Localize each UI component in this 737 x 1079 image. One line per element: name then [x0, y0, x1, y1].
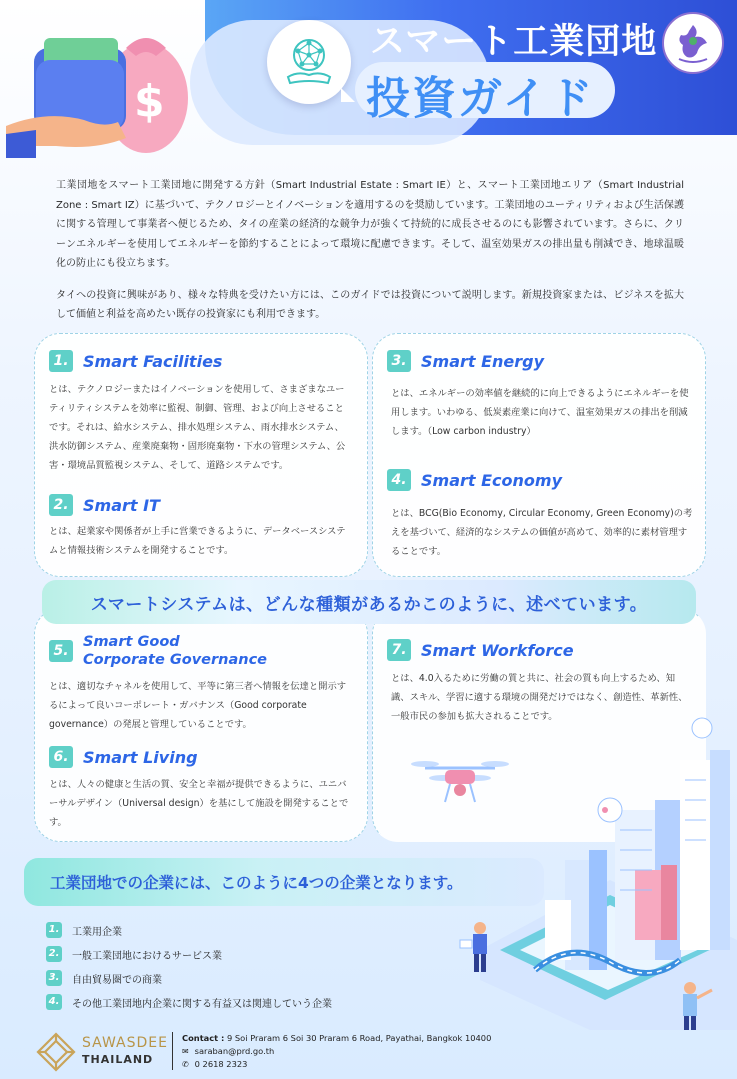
item-number: 3.: [387, 350, 411, 372]
intro-paragraph-1: 工業団地をスマート工業団地に開発する方針（Smart Industrial Estate : Smart IE）と、スマート工業団地エリア（Smart Industrial Zone : Smart IZ）に基づいて、テクノロジーとイノベーションを適用するのを奨励しています。工業団地のユーティリティおよび生活保護に関する管理して事業者へ便じるため、タイの産業の経済的な競争力が強くて持続的に成長させるのにも影響されています。さらに、クリーンエネルギーを使用してエネルギーを節約することによって環境に配慮できます。そして、温室効果ガスの排出量も削減でき、地球温暖化の防止にも役立ちます。: [56, 180, 684, 269]
list-item: [46, 942, 332, 966]
item-body: とは、4.0入るために労働の質と共に、社会の質も向上するため、知識、スキル、学習に適する環境の開発だけではなく、創造性、革新性、一般市民の参加も拡大されることです。: [391, 673, 688, 722]
item-number: 2.: [49, 494, 73, 516]
list-number: 3.: [46, 970, 62, 986]
company-types-list: [46, 918, 332, 1014]
sawasdee-thailand-logo-icon: [36, 1032, 76, 1072]
item-heading-3: [387, 350, 544, 372]
list-item: [46, 990, 332, 1014]
svg-text:$: $: [134, 76, 165, 127]
item-title: Smart Economy: [421, 470, 562, 490]
item-title: Smart Workforce: [421, 640, 574, 660]
smart-systems-banner: スマートシステムは、どんな種類があるかこのように、述べています。: [42, 580, 696, 624]
garuda-seal-icon: [669, 19, 717, 67]
contact-phone[interactable]: 0 2618 2323: [194, 1059, 248, 1069]
item-heading-2: [49, 494, 160, 516]
card-smart-governance-living: [34, 608, 368, 842]
footer: [0, 1026, 737, 1079]
item-number: 6.: [49, 746, 73, 768]
network-hand-icon: [280, 33, 338, 91]
list-item: [46, 966, 332, 990]
item-heading-1: [49, 350, 222, 372]
department-seal-logo: [662, 12, 724, 74]
item-number: 7.: [387, 639, 411, 661]
item-title: Smart Living: [83, 747, 198, 767]
contact-email[interactable]: saraban@prd.go.th: [194, 1045, 275, 1056]
item-body: とは、BCG(Bio Economy, Circular Economy, Green Economy)の考えを基づいて、経済的なシステムの価値が高めて、効率的に素材管理することです。: [391, 508, 693, 557]
item-title: Smart IT: [83, 495, 160, 515]
list-number: 2.: [46, 946, 62, 962]
list-label: 工業用企業: [72, 926, 122, 938]
logo-text-sawasdee: SAWASDEE: [82, 1035, 168, 1051]
item-heading-7: [387, 639, 574, 661]
item-body: とは、人々の健康と生活の質、安全と幸福が提供できるように、ユニバーサルデザイン（Universal design）を基にして施設を開発することです。: [49, 779, 349, 828]
item-body: とは、エネルギーの効率値を継続的に向上できるようにエネルギーを使用します。いわゆる、低炭素産業に向けて、温室効果ガスの排出を削減します。（Low carbon industry）: [391, 388, 689, 437]
item-body: とは、起業家や関係者が上手に営業できるように、データベースシステムと情報技術システムを開発することです。: [49, 526, 346, 556]
intro-text: [56, 176, 684, 325]
item-heading-5: [49, 633, 267, 669]
item-body: とは、適切なチャネルを使用して、平等に第三者へ情報を伝達と開示するによって良いコーポレート・ガバナンス（Good corporate governance）の発展と管理していることです。: [49, 681, 347, 730]
page-subtitle: 投資ガイド: [366, 73, 595, 124]
mail-icon: ✉: [182, 1046, 189, 1056]
item-title-line2: Corporate Governance: [83, 652, 268, 668]
list-label: 一般工業団地におけるサービス業: [72, 950, 222, 962]
list-number: 1.: [46, 922, 62, 938]
item-heading-4: [387, 469, 562, 491]
contact-address: 9 Soi Praram 6 Soi 30 Praram 6 Road, Payathai, Bangkok 10400: [227, 1033, 492, 1043]
footer-divider: [172, 1032, 173, 1070]
network-badge: [267, 20, 351, 104]
item-number: 4.: [387, 469, 411, 491]
list-label: その他工業団地内企業に関する有益又は関連していう企業: [72, 998, 332, 1010]
logo-text-thailand: THAILAND: [82, 1053, 154, 1066]
contact-email-row: [182, 1045, 491, 1059]
item-title-line1: Smart Good: [83, 634, 180, 650]
drone-illustration: [405, 748, 515, 818]
item-number: 1.: [49, 350, 73, 372]
item-number: 5.: [49, 640, 73, 662]
phone-icon: ✆: [182, 1060, 189, 1069]
list-item: [46, 918, 332, 942]
card-smart-facilities-it: [34, 333, 368, 577]
contact-info: [182, 1032, 491, 1072]
list-number: 4.: [46, 994, 62, 1010]
item-title: Smart Facilities: [83, 351, 223, 371]
contact-phone-row: [182, 1058, 491, 1072]
item-body: とは、テクノロジーまたはイノベーションを使用して、さまざまなユーティリティシステムを効率に監視、制御、管理、および向上させることです。それは、給水システム、排水処理システム、雨水排水システム、洪水防御システム、産業廃棄物・固形廃棄物・下水の管理システム、公害・環境品質監視システム、そして、道路システムです。: [49, 384, 346, 471]
contact-address-row: [182, 1032, 491, 1045]
money-wallet-illustration: [6, 18, 196, 158]
contact-label: Contact :: [182, 1033, 225, 1043]
page-title: スマート工業団地: [370, 22, 658, 62]
intro-paragraph-2: タイへの投資に興味があり、様々な特典を受けたい方には、このガイドでは投資について説明します。新規投資家または、ビジネスを拡大して価値と利益を高めたい既存の投資家にも利用できます。: [56, 289, 684, 320]
header: [0, 0, 737, 165]
item-title: Smart Energy: [421, 351, 545, 371]
person-left: [460, 922, 487, 972]
card-smart-energy-economy: [372, 333, 706, 577]
item-heading-6: [49, 746, 198, 768]
list-label: 自由貿易圏での商業: [72, 974, 162, 986]
company-types-banner: 工業団地での企業には、このように4つの企業となります。: [24, 858, 544, 906]
